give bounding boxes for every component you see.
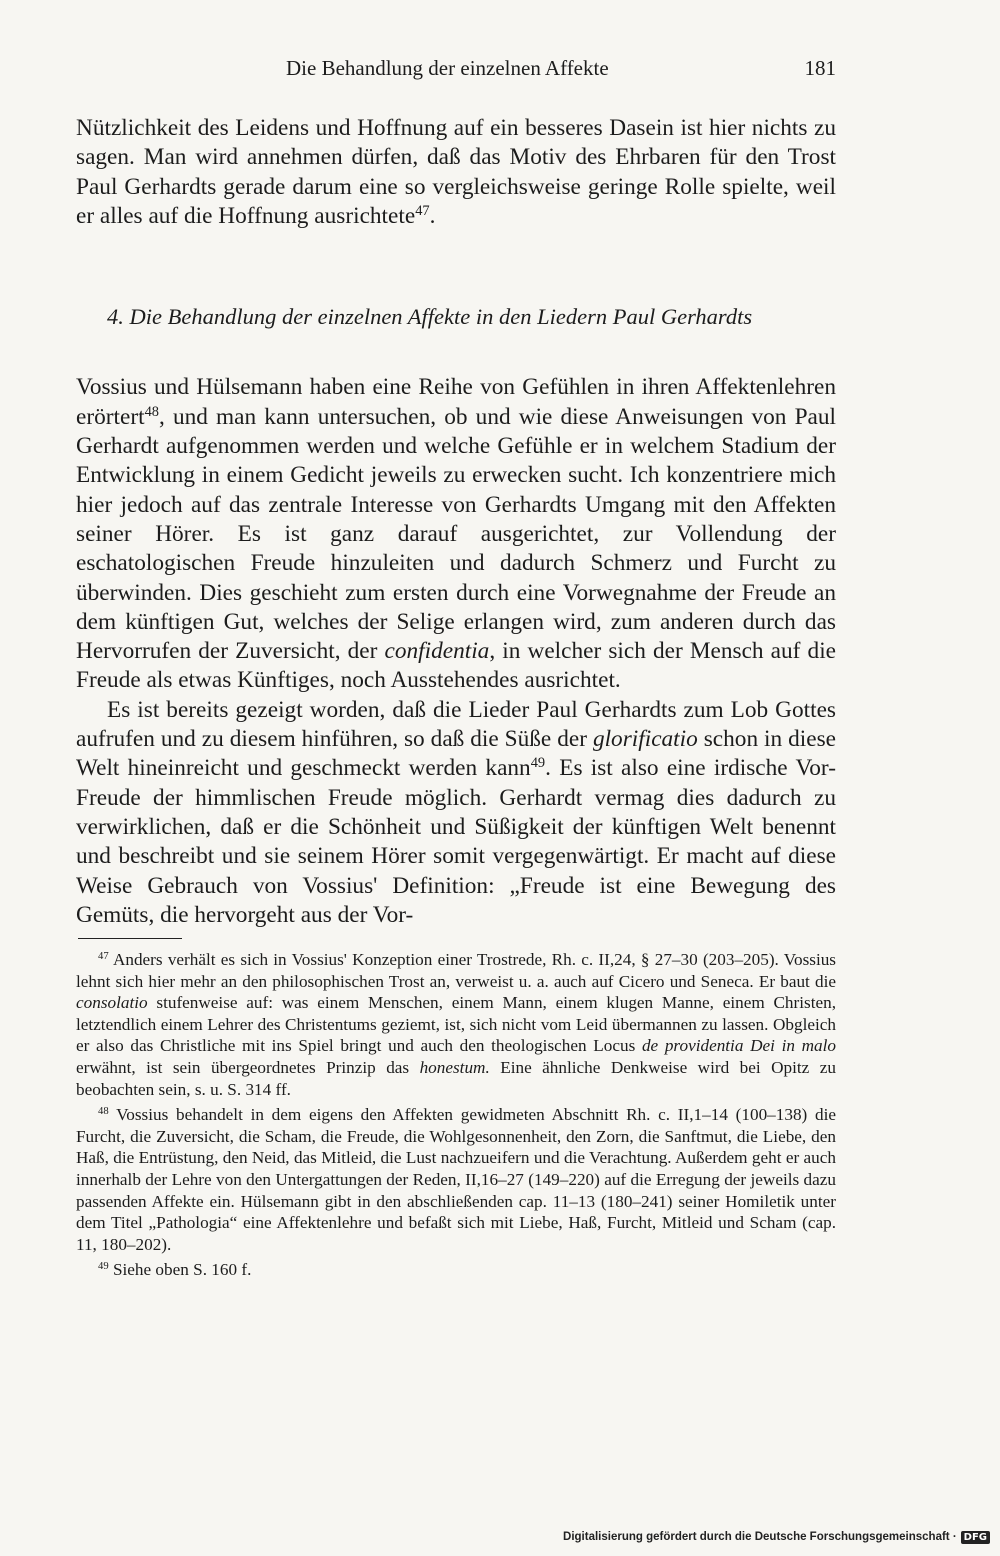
footnote-ref-47: 47 (415, 202, 430, 219)
footnote-47 (76, 949, 836, 1100)
footnote-text: Eine ähnliche Denkweise wird bei Opitz zu beobachten sein, s. u. S. 314 ff. (76, 1057, 836, 1099)
paragraph-text: Nützlichkeit des Leidens und Hoffnung auf ein besseres Dasein ist hier nichts zu sagen. Man wird annehmen dürfen, daß das Motiv des Ehrbaren für den Trost Paul Gerhardts gerade darum eine so vergleichsweise geringe Rolle spielte, weil er alles auf die Hoffnung ausrichtete (76, 115, 836, 229)
paragraph-text: Vossius und Hülsemann haben eine Reihe von Gefühlen in ihren Affektenlehren erörtert (76, 374, 836, 430)
dfg-logo-icon: DFG (961, 1531, 990, 1544)
italic-term: honestum. (419, 1057, 490, 1077)
footnote-number: 49 (98, 1261, 109, 1273)
footnote-48 (76, 1104, 836, 1255)
footnote-ref-49: 49 (530, 755, 546, 772)
main-text (76, 114, 836, 930)
paragraph-text: . Es ist also eine irdische Vor-Freude der himmlischen Freude möglich. Gerhardt vermag dies dadurch zu verwirklichen, daß er die Schönheit und Süßigkeit der künftigen Welt benennt und beschreibt und sie seinem Hörer somit vergegenwärtigt. Er macht auf diese Weise Gebrauch von Vossius' Definition: „Freude ist eine Bewegung des Gemüts, die hervorgeht aus der Vor- (76, 755, 836, 928)
footnote-number: 47 (98, 951, 109, 963)
credit-text: Digitalisierung gefördert durch die Deutsche Forschungsgemeinschaft · (563, 1531, 957, 1543)
italic-term: de providentia Dei in malo (641, 1036, 836, 1056)
footnote-text: Vossius behandelt in dem eigens den Affekten gewidmeten Abschnitt Rh. c. II,1–14 (100–138) die Furcht, die Zuversicht, die Scham, die Freude, die Wohlgesonnenheit, den Zorn, die Sanftmut, die Liebe, den Haß, die Entrüstung, den Neid, das Mitleid, die Lust nachzueifern und die Verachtung. Außerdem geht er auch innerhalb der Lehre von den Untergattungen der Reden, II,16–27 (149–220) auf die Erregung der jeweils dazu passenden Affekte ein. Hülsemann gibt in den abschließenden cap. 11–13 (180–241) seiner Homiletik unter dem Titel „Pathologia“ eine Affektenlehre und befaßt sich mit Liebe, Haß, Furcht, Mitleid und Scham (cap. 11, 180–202). (76, 1105, 836, 1254)
footnote-text: stufenweise auf: was einem Menschen, einem Mann, einem klugen Manne, einem Christen, letztendlich einem Lehrer des Christentums geziemt, ist, sich nicht vom Leid übermannen zu lassen. Obgleich er also das Christliche mit ins Spiel bringt und auch den theologischen Locus (76, 993, 836, 1056)
paragraph-text: schon in diese Welt hineinreicht und geschmeckt werden kann (76, 726, 836, 782)
italic-term: confidentia (384, 638, 490, 665)
paragraph-text: , in welcher sich der Mensch auf die Freude als etwas Künftiges, noch Ausstehendes ausrichtet. (76, 638, 837, 694)
paragraph-1 (76, 373, 836, 695)
footnote-text: erwähnt, ist sein übergeordnetes Prinzip das (76, 1057, 420, 1077)
paragraph-2 (76, 696, 836, 930)
paragraph-continued (76, 114, 836, 231)
running-head (76, 56, 836, 88)
footnote-text: Anders verhält es sich in Vossius' Konzeption einer Trostrede, Rh. c. II,24, § 27–30 (203–205). Vossius lehnt sich hier mehr an den philosophischen Trost an, verweist u. a. auch auf Cicero und Seneca. Er baut die (76, 950, 836, 991)
page-number: 181 (804, 56, 836, 80)
footnote-49 (76, 1259, 836, 1281)
italic-term: glorificatio (592, 726, 698, 753)
footnotes (76, 949, 836, 1285)
paragraph-text: , und man kann untersuchen, ob und wie diese Anweisungen von Paul Gerhardt aufgenommen werden und welche Gefühle er in welchem Stadium der Entwicklung in einem Gedicht jeweils zu erwecken sucht. Ich konzentriere mich hier jedoch auf das zentrale Interesse von Gerhardts Umgang mit den Affekten seiner Hörer. Es ist ganz darauf ausgerichtet, zur Vollendung der eschatologischen Freude hinzuleiten und dadurch Schmerz und Furcht zu überwinden. Dies geschieht zum ersten durch eine Vorwegnahme der Freude an dem künftigen Gut, welches der Selige erlangen wird, zum anderen durch das Hervorrufen der Zuversicht, der (76, 403, 836, 665)
footnote-text: Siehe oben S. 160 f. (108, 1260, 252, 1280)
paragraph-text: . (429, 202, 436, 229)
paragraph-text: Es ist bereits gezeigt worden, daß die Lieder Paul Gerhardts zum Lob Gottes aufrufen und zu diesem hinführen, so daß die Süße der (76, 696, 836, 753)
running-head-title: Die Behandlung der einzelnen Affekte (286, 56, 609, 80)
digitization-credit (563, 1527, 990, 1547)
footnote-ref-48: 48 (144, 403, 159, 420)
italic-term: consolatio (76, 993, 148, 1013)
footnote-divider (78, 938, 182, 939)
footnote-number: 48 (98, 1106, 109, 1118)
section-heading: 4. Die Behandlung der einzelnen Affekte in den Liedern Paul Gerhardts (107, 304, 753, 330)
